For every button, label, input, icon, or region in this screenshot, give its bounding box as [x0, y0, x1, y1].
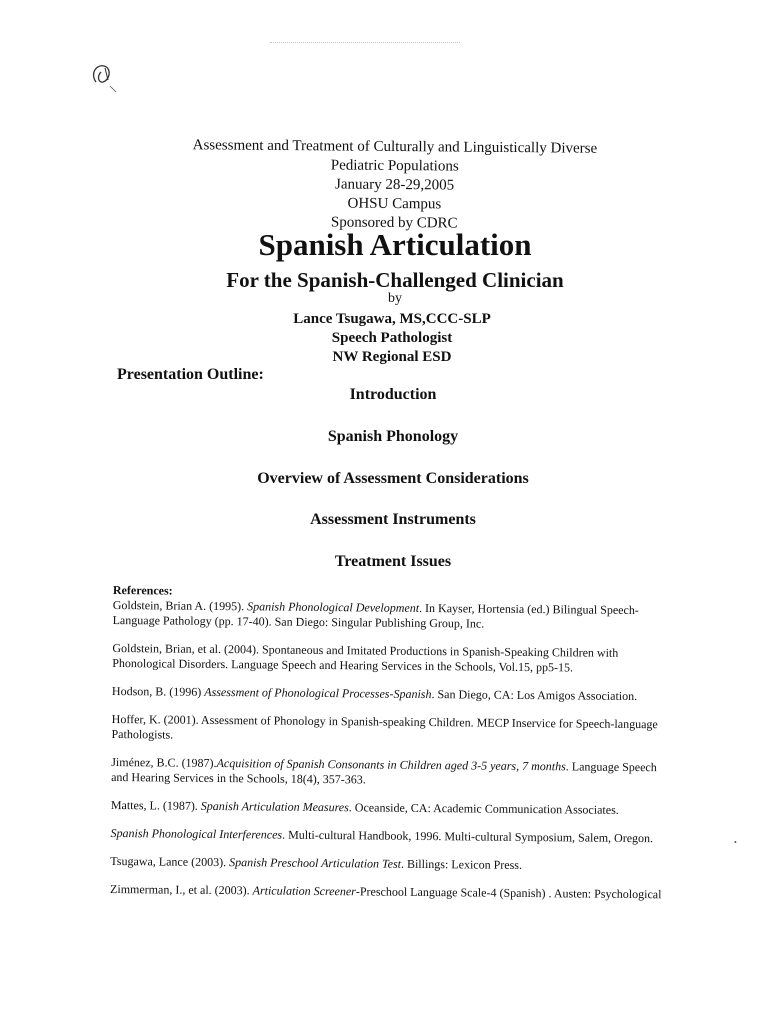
reference-entry: Hodson, B. (1996) Assessment of Phonological Processes-Spanish. San Diego, CA: Los Amigos Association.	[111, 683, 638, 704]
outline-item-introduction: Introduction	[349, 386, 437, 403]
reference-entry: Goldstein, Brian A. (1995). Spanish Phonological Development. In Kayser, Hortensia (ed.) Bilingual Speech-Language Pathology (pp. 17-40). San Diego: Singular Publishing Group, Inc.	[112, 597, 639, 631]
handwritten-mark-icon	[88, 60, 122, 94]
reference-entry: Goldstein, Brian, et al. (2004). Spontaneous and Imitated Productions in Spanish-Speaking Children with Phonological Disorders. Language Speech and Hearing Services in the Schools, Vol.15, pp5-15.	[112, 640, 619, 675]
author-block	[0, 310, 768, 367]
references-heading: References:	[112, 583, 173, 598]
event-title: Assessment and Treatment of Culturally and Linguistically Diverse	[192, 137, 598, 157]
reference-entry: Tsugawa, Lance (2003). Spanish Preschool Articulation Test. Billings: Lexicon Press.	[110, 853, 523, 872]
references-section	[110, 583, 673, 902]
reference-entry: Jiménez, B.C. (1987).Acquisition of Spanish Consonants in Children aged 3-5 years, 7 months. Language Speech and Hearing Services in the Schools, 18(4), 357-363.	[111, 754, 657, 787]
document-subtitle: For the Spanish-Challenged Clinician	[226, 268, 564, 292]
author-name: Lance Tsugawa, MS,CCC-SLP	[293, 311, 491, 327]
event-dates: January 28-29,2005	[334, 176, 455, 194]
document-title: Spanish Articulation	[258, 227, 532, 262]
reference-entry: Mattes, L. (1987). Spanish Articulation Measures. Oceanside, CA: Academic Communication Associates.	[110, 797, 619, 817]
event-sponsor: Sponsored by CDRC	[330, 214, 458, 232]
event-audience: Pediatric Populations	[330, 157, 459, 175]
event-header	[0, 135, 768, 237]
byline: by	[388, 291, 402, 306]
reference-entry: Zimmerman, I., et al. (2003). Articulation Screener-Preschool Language Scale-4 (Spanish) . Austen: Psychological	[109, 881, 662, 902]
author-organization: NW Regional ESD	[332, 349, 452, 365]
reference-entry: Spanish Phonological Interferences. Multi-cultural Handbook, 1996. Multi-cultural Symposium, Salem, Oregon.	[110, 825, 654, 846]
event-location: OHSU Campus	[347, 195, 442, 213]
outline-item-assessment-considerations: Overview of Assessment Considerations	[257, 470, 529, 487]
outline-heading: Presentation Outline:	[117, 366, 264, 383]
scan-speck: •	[734, 838, 737, 847]
outline-item-assessment-instruments: Assessment Instruments	[310, 511, 476, 528]
reference-entry: Hoffer, K. (2001). Assessment of Phonology in Spanish-speaking Children. MECP Inservice for Speech-language Pathologists.	[111, 711, 658, 742]
author-role: Speech Pathologist	[331, 330, 453, 346]
outline-item-treatment-issues: Treatment Issues	[334, 553, 452, 570]
outline-item-phonology: Spanish Phonology	[327, 428, 459, 445]
scan-smudge	[270, 42, 460, 45]
